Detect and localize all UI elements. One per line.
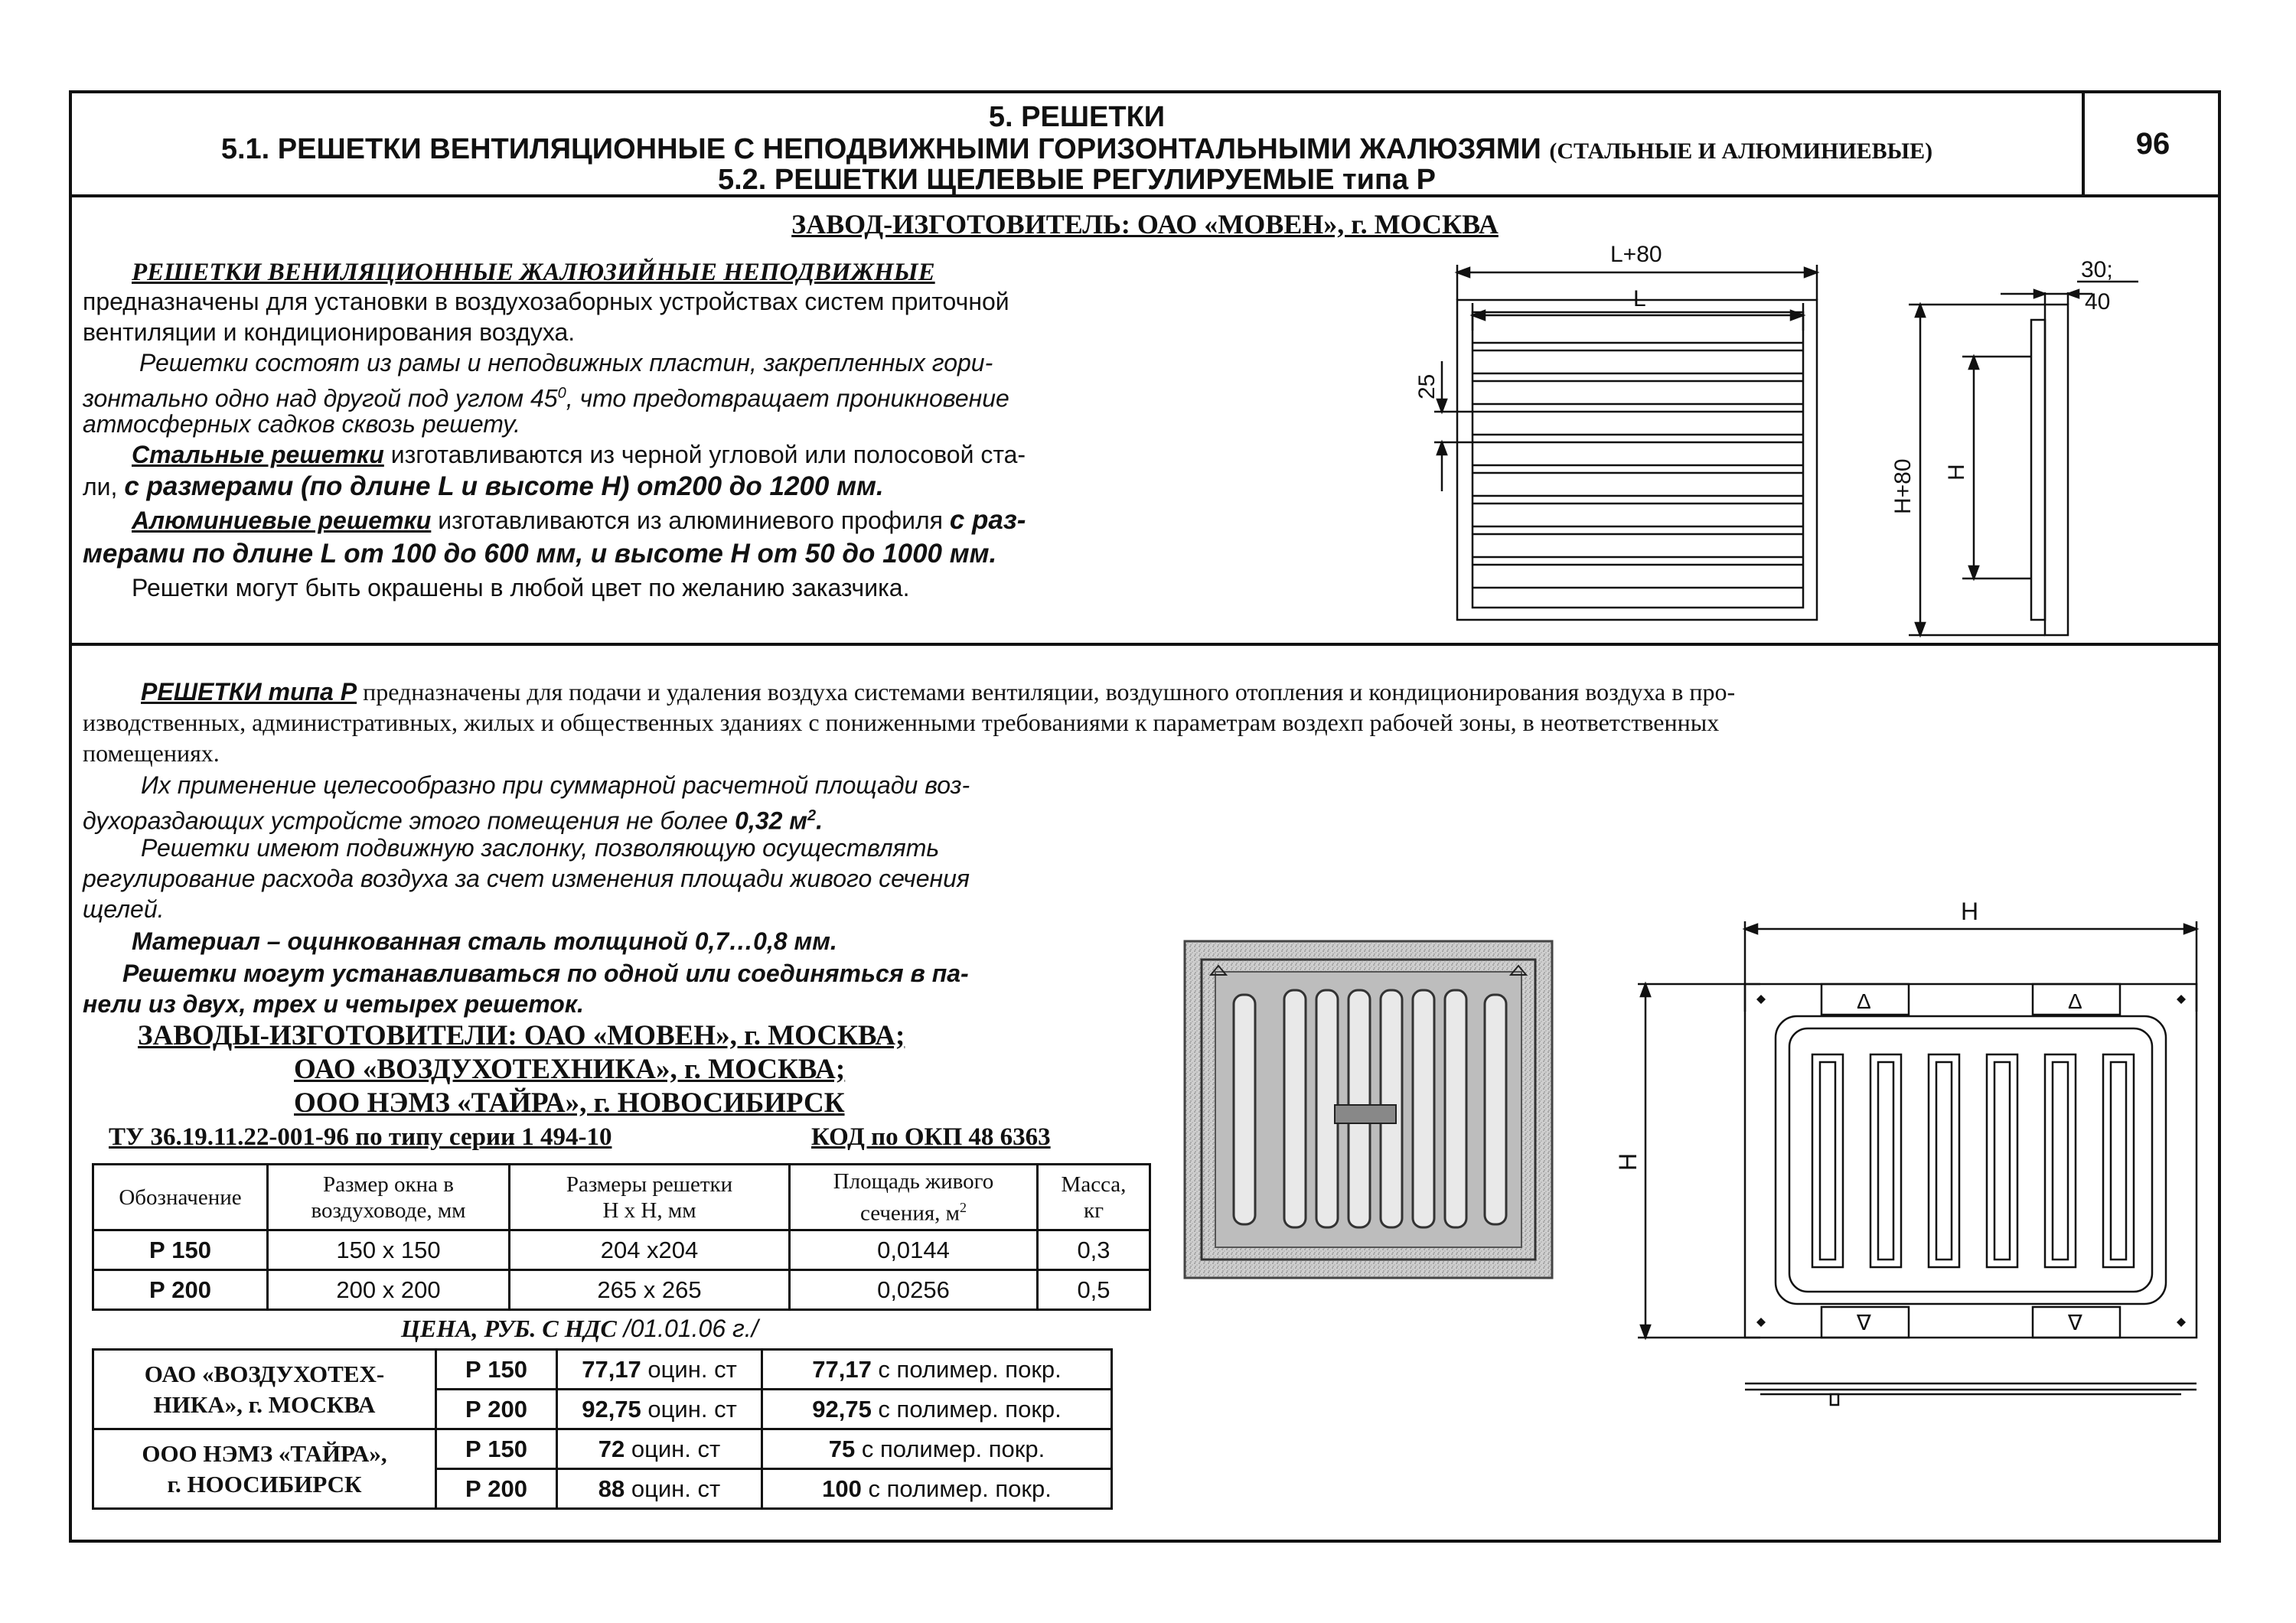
vendor-vozdukhotekhnika <box>93 1350 436 1429</box>
section-title-5-1-suffix: (СТАЛЬНЫЕ И АЛЮМИНИЕВЫЕ) <box>1549 139 1933 164</box>
usage-area-value: 0,32 м <box>735 807 807 835</box>
louver-text-line: предназначены для установки в воздухозаборных устройствах систем приточной <box>83 288 1009 315</box>
price-model: Р 150 <box>436 1350 557 1390</box>
dim-40-label: 40 <box>2085 289 2111 314</box>
panel-note: Решетки могут устанавливаться по одной или соединяться в па- <box>122 960 969 987</box>
vendor-name-l2: г. НООСИБИРСК <box>167 1470 362 1498</box>
price-model: Р 200 <box>436 1469 557 1509</box>
price-galvanized-text: оцин. ст <box>625 1475 721 1502</box>
type-p-text: предназначены для подачи и удаления воздуха системами вентиляции, воздушного отопления и кондиционирования воздуха в про- <box>357 678 1736 706</box>
row-window-size: 200 х 200 <box>268 1270 510 1310</box>
louver-text-line: атмосферных садков сквозь решету. <box>83 410 520 438</box>
manufacturer-title-text: ЗАВОД-ИЗГОТОВИТЕЛЬ: ОАО «МОВЕН», г. МОСКВА <box>791 209 1499 240</box>
header-designation: Обозначение <box>93 1165 268 1230</box>
mark-up-right: Δ <box>2068 989 2082 1013</box>
dim-25-label: 25 <box>1414 373 1440 399</box>
price-polymer-value: 75 <box>828 1435 856 1462</box>
header-free-area-sup: 2 <box>960 1199 967 1215</box>
price-polymer <box>762 1390 1112 1429</box>
steel-size-line <box>83 471 884 502</box>
manufacturers-line: ЗАВОДЫ-ИЗГОТОВИТЕЛИ: ОАО «МОВЕН», г. МОСКВА; <box>138 1020 905 1051</box>
row-mass: 0,3 <box>1038 1230 1150 1270</box>
louver-text-line: вентиляции и кондиционирования воздуха. <box>83 318 576 346</box>
table-row <box>93 1350 1112 1390</box>
side-profile <box>2031 320 2045 620</box>
price-galvanized <box>557 1350 762 1390</box>
type-p-intro-line: помещениях. <box>83 739 220 767</box>
row-free-area: 0,0144 <box>790 1230 1038 1270</box>
price-galvanized-value: 72 <box>598 1435 625 1462</box>
price-polymer-text: с полимер. покр. <box>861 1475 1052 1502</box>
price-polymer <box>762 1350 1112 1390</box>
usage-area-dot: . <box>816 807 823 835</box>
mark-down-left: ∇ <box>1857 1311 1871 1335</box>
section-title-5-1-main: 5.1. РЕШЕТКИ ВЕНТИЛЯЦИОННЫЕ С НЕПОДВИЖНЫМИ ГОРИЗОНТАЛЬНЫМИ ЖАЛЮЗЯМИ <box>220 133 1541 165</box>
price-galvanized-value: 92,75 <box>582 1395 641 1423</box>
price-table <box>92 1348 1113 1510</box>
row-designation: Р 200 <box>93 1270 268 1310</box>
louver-angle-text-end: , что предотвращает проникновение <box>566 384 1009 412</box>
steel-grilles-label: Стальные решетки <box>132 441 384 468</box>
spec-table-header <box>93 1165 1150 1230</box>
page-frame <box>69 90 2221 1543</box>
grille-inner-frame <box>1473 312 1803 608</box>
header-free-area-l1: Площадь живого <box>833 1168 994 1194</box>
vendor-name-l1: ООО НЭМЗ «ТАЙРА», <box>142 1439 387 1467</box>
chapter-title: 5. РЕШЕТКИ <box>988 101 1166 133</box>
section-title-5-2: 5.2. РЕШЕТКИ ЩЕЛЕВЫЕ РЕГУЛИРУЕМЫЕ типа Р <box>717 164 1436 196</box>
header-mass-l2: кг <box>1084 1198 1104 1223</box>
header-mass <box>1038 1165 1150 1230</box>
manufacturers-line: ООО НЭМЗ «ТАЙРА», г. НОВОСИБИРСК <box>294 1087 845 1119</box>
aluminum-grilles-label: Алюминиевые решетки <box>132 507 432 534</box>
slot-grille-drawing <box>1614 898 2227 1410</box>
row-window-size: 150 х 150 <box>268 1230 510 1270</box>
section-title-5-1 <box>72 133 2082 166</box>
dim-top-label: Н <box>1961 898 1979 925</box>
steel-grilles-text: изготавливаются из черной угловой или полосовой ста- <box>383 441 1026 468</box>
price-title-date: /01.01.06 г./ <box>616 1315 758 1342</box>
type-p-label: РЕШЕТКИ типа Р <box>141 678 357 706</box>
header-grille-size-l1: Размеры решетки <box>566 1172 733 1197</box>
table-row <box>93 1230 1150 1270</box>
price-polymer-text: с полимер. покр. <box>855 1435 1045 1462</box>
area-sup: 2 <box>807 807 817 824</box>
manufacturer-title <box>72 208 2218 240</box>
header-window-size-l1: Размер окна в <box>323 1172 454 1197</box>
dim-l80-label: L+80 <box>1610 242 1662 267</box>
usage-text: духораздающих устройсте этого помещения не более <box>83 807 735 835</box>
aluminum-size-range: мерами по длине L от 100 до 600 мм, и высоте H от 50 до 1000 мм. <box>83 539 997 569</box>
aluminum-grilles-text: изготавливаются из алюминиевого профиля <box>431 507 950 534</box>
louver-blades <box>1473 343 1803 588</box>
steel-grilles-line <box>132 439 1026 470</box>
header-grille-size <box>510 1165 790 1230</box>
price-model: Р 150 <box>436 1429 557 1469</box>
price-galvanized-value: 77,17 <box>582 1355 641 1383</box>
header-titles <box>72 93 2085 194</box>
row-grille-size: 265 х 265 <box>510 1270 790 1310</box>
price-polymer <box>762 1469 1112 1509</box>
damper-line: Решетки имеют подвижную заслонку, позволяющую осуществлять <box>141 834 940 862</box>
price-galvanized-text: оцин. ст <box>625 1435 721 1462</box>
spec-table <box>92 1163 1151 1311</box>
table-row <box>93 1270 1150 1310</box>
table-row <box>93 1429 1112 1469</box>
manufacturers-line: ОАО «ВОЗДУХОТЕХНИКА», г. МОСКВА; <box>294 1054 846 1085</box>
header-window-size-l2: воздуховоде, мм <box>311 1198 466 1223</box>
page-number: 96 <box>2135 126 2170 161</box>
price-polymer-value: 77,17 <box>812 1355 872 1383</box>
type-p-intro-line <box>141 676 1735 707</box>
row-designation: Р 150 <box>93 1230 268 1270</box>
header-free-area-l2: сечения, м <box>859 1201 960 1226</box>
dim-h-label: H <box>1944 464 1969 481</box>
panel-note: нели из двух, трех и четырех решеток. <box>83 990 584 1018</box>
louver-grille-drawing <box>1327 239 2113 667</box>
louver-subtitle: РЕШЕТКИ ВЕНИЛЯЦИОННЫЕ ЖАЛЮЗИЙНЫЕ НЕПОДВИЖНЫЕ <box>132 259 935 286</box>
price-galvanized-text: оцин. ст <box>641 1395 737 1423</box>
grille-outer-frame <box>1457 300 1817 620</box>
row-grille-size: 204 х204 <box>510 1230 790 1270</box>
louver-angle-text: зонтально одно над другой под углом 45 <box>83 384 558 412</box>
mark-up-left: Δ <box>1857 989 1871 1013</box>
dim-h80-label: H+80 <box>1890 458 1916 514</box>
section-divider <box>72 643 2218 646</box>
material-note: Материал – оцинкованная сталь толщиной 0,7…0,8 мм. <box>132 927 837 955</box>
usage-line: Их применение целесообразно при суммарной расчетной площади воз- <box>141 771 970 799</box>
damper-line: щелей. <box>83 895 165 923</box>
slot-grille-inner <box>1776 1016 2166 1304</box>
price-galvanized <box>557 1469 762 1509</box>
price-galvanized <box>557 1390 762 1429</box>
tu-spec: ТУ 36.19.11.22-001-96 по типу серии 1 494-10 <box>109 1123 612 1151</box>
price-galvanized <box>557 1429 762 1469</box>
price-title-main: ЦЕНА, РУБ. С НДС <box>401 1315 617 1342</box>
aluminum-grilles-line <box>132 505 1026 536</box>
grille-slots <box>1812 1054 2134 1267</box>
page-header <box>72 93 2218 197</box>
mark-down-right: ∇ <box>2068 1311 2082 1335</box>
vendor-name-l1: ОАО «ВОЗДУХОТЕХ- <box>144 1360 385 1387</box>
degree-sup: 0 <box>557 385 566 402</box>
vendor-name-l2: НИКА», г. МОСКВА <box>153 1390 376 1418</box>
aluminum-size-start: с раз- <box>949 505 1026 535</box>
price-polymer-text: с полимер. покр. <box>871 1355 1062 1383</box>
header-free-area <box>790 1165 1038 1230</box>
price-galvanized-text: оцин. ст <box>641 1355 737 1383</box>
price-polymer-value: 100 <box>822 1475 862 1502</box>
header-window-size <box>268 1165 510 1230</box>
row-mass: 0,5 <box>1038 1270 1150 1310</box>
grille-photo <box>1185 941 1552 1278</box>
price-galvanized-value: 88 <box>598 1475 625 1502</box>
dim-side-label: Н <box>1614 1152 1642 1171</box>
header-mass-l1: Масса, <box>1061 1172 1127 1197</box>
paint-note: Решетки могут быть окрашены в любой цвет по желанию заказчика. <box>132 574 910 601</box>
price-polymer-value: 92,75 <box>812 1395 872 1423</box>
steel-size-range: с размерами (по длине L и высоте H) от200 до 1200 мм. <box>124 471 884 501</box>
side-profile-flange <box>2045 305 2068 635</box>
dim-l-label: L <box>1633 286 1646 311</box>
row-free-area: 0,0256 <box>790 1270 1038 1310</box>
okp-code: КОД по ОКП 48 6363 <box>811 1123 1051 1151</box>
price-polymer-text: с полимер. покр. <box>871 1395 1062 1423</box>
vendor-taira <box>93 1429 436 1509</box>
dim-30-label: 30; <box>2081 257 2113 282</box>
type-p-intro-line: изводственных, административных, жилых и общественных зданиях с пониженными требованиями к параметрам воздехп рабочей зоны, в неответственных <box>83 709 1720 736</box>
steel-size-prefix: ли, <box>83 473 125 500</box>
price-model: Р 200 <box>436 1390 557 1429</box>
header-grille-size-l2: Н х Н, мм <box>602 1198 696 1223</box>
price-title <box>401 1313 758 1344</box>
price-polymer <box>762 1429 1112 1469</box>
damper-line: регулирование расхода воздуха за счет изменения площади живого сечения <box>83 865 970 892</box>
usage-line <box>83 800 823 836</box>
louver-text-line: Решетки состоят из рамы и неподвижных пластин, закрепленных гори- <box>139 349 993 376</box>
